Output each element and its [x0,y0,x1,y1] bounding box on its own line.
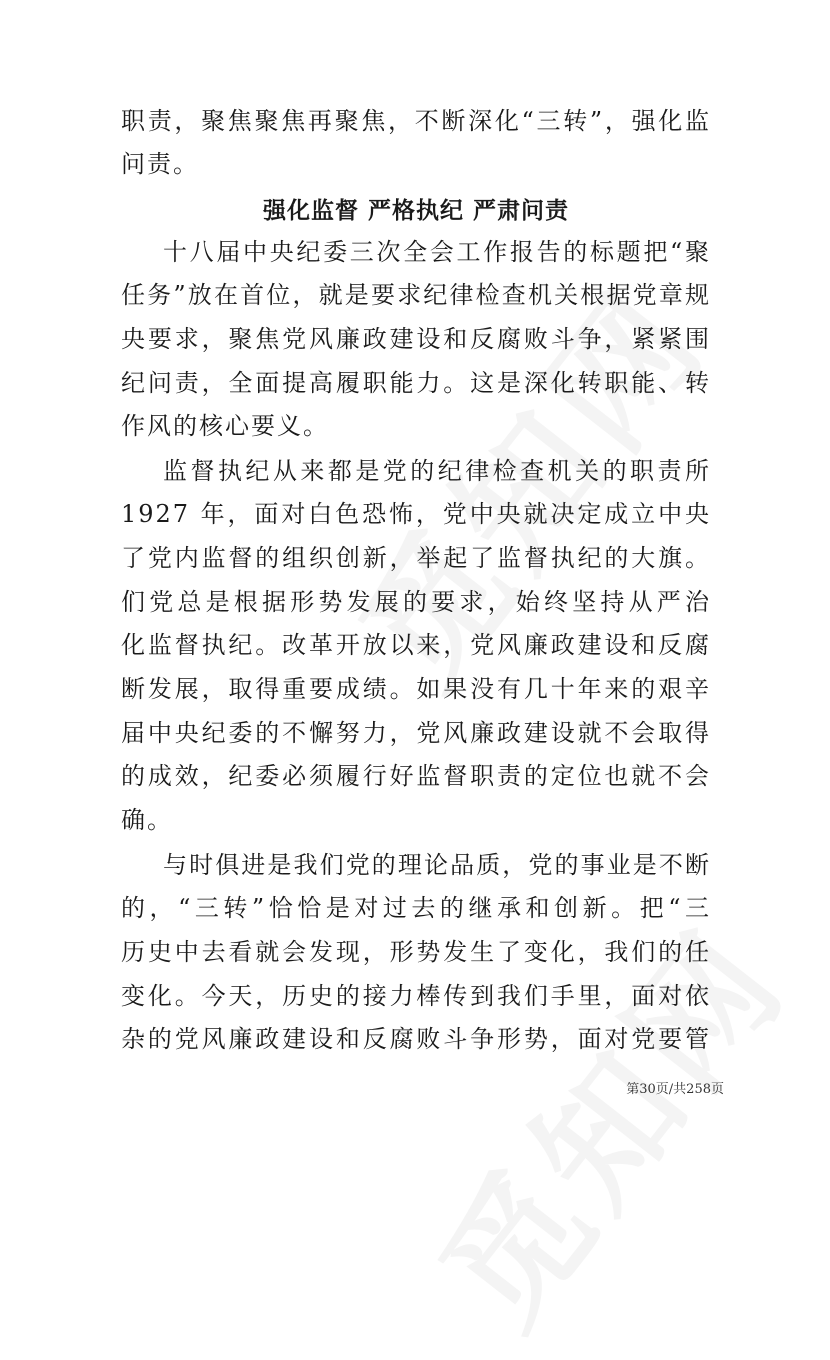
text-line: 化监督执纪。改革开放以来，党风廉政建设和反腐 [121,631,711,659]
text-line: 的，“三转”恰恰是对过去的继承和创新。把“三 [121,894,711,922]
text-line: 监督执纪从来都是党的纪律检查机关的职责所 [163,457,711,485]
text-line: 十八届中央纪委三次全会工作报告的标题把“聚 [163,238,711,266]
text-line: 央要求，聚焦党风廉政建设和反腐败斗争，紧紧围 [121,325,711,353]
text-line: 的成效，纪委必须履行好监督职责的定位也就不会 [121,762,711,790]
text-line: 确。 [121,806,173,834]
section-heading: 强化监督 严格执纪 严肃问责 [262,198,569,224]
text-line: 作风的核心要义。 [121,412,329,440]
text-line: 届中央纪委的不懈努力，党风廉政建设就不会取得 [121,719,711,747]
text-line: 问责。 [121,150,199,178]
text-line: 纪问责，全面提高履职能力。这是深化转职能、转 [121,369,711,397]
text-line: 们党总是根据形势发展的要求，始终坚持从严治 [121,588,711,616]
text-line: 了党内监督的组织创新，举起了监督执纪的大旗。 [121,544,711,572]
text-line: 杂的党风廉政建设和反腐败斗争形势，面对党要管 [121,1025,711,1053]
text-line: 职责，聚焦聚焦再聚焦，不断深化“三转”，强化监 [121,107,711,135]
text-line: 变化。今天，历史的接力棒传到我们手里，面对依 [121,982,711,1010]
page-number: 第30页/共258页 [626,1082,724,1097]
text-line: 任务”放在首位，就是要求纪律检查机关根据党章规 [121,281,711,309]
text-line: 断发展，取得重要成绩。如果没有几十年来的艰辛 [121,675,711,703]
text-line: 历史中去看就会发现，形势发生了变化，我们的任 [121,938,711,966]
text-line: 与时俱进是我们党的理论品质，党的事业是不断 [163,851,711,879]
text-line: 1927 年，面对白色恐怖，党中央就决定成立中央 [121,500,711,528]
